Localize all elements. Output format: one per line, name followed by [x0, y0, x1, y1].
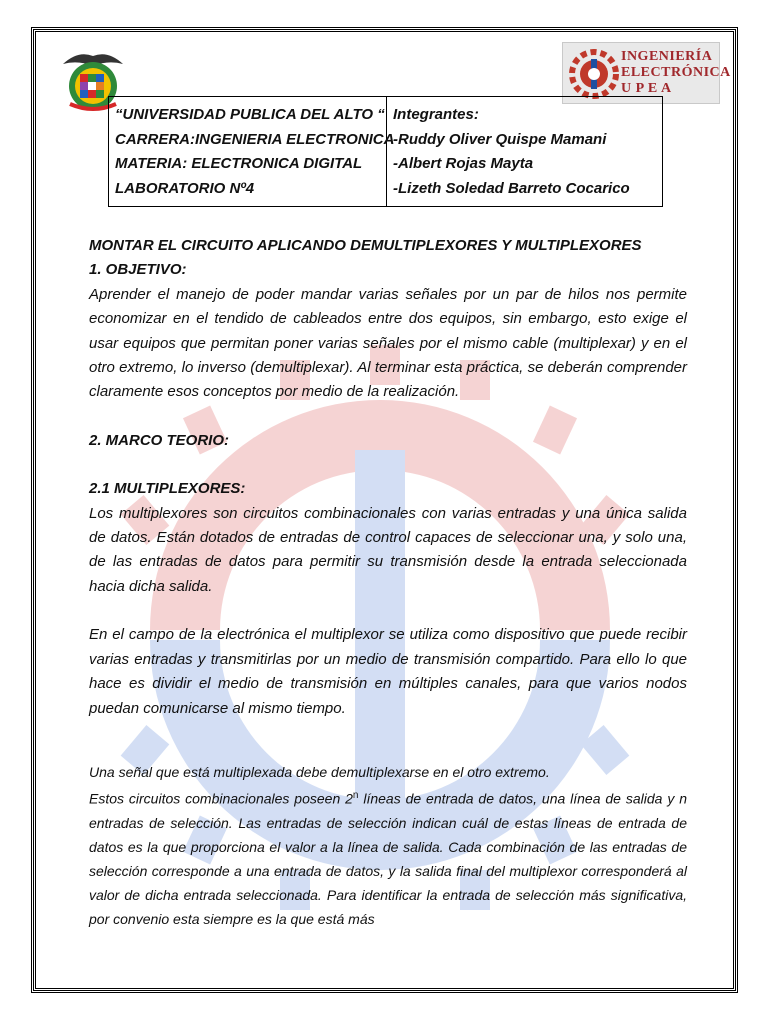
- mux-paragraph-2: En el campo de la electrónica el multiplexor se utiliza como dispositivo que puede recibir varias entradas y transmitirlas por un medio de transmisión compartido. Para ello lo que hace es dividir el medio de transmisión en múltiples canales, para que varios nodos puedan comunicarse al mismo tiempo.: [89, 626, 687, 717]
- member-2: -Albert Rojas Mayta: [393, 155, 534, 172]
- header-members-cell: [387, 97, 662, 206]
- members-heading: Integrantes:: [393, 106, 479, 123]
- document-body: [89, 234, 687, 721]
- logo-line-2: ELECTRÓNICA: [621, 65, 731, 80]
- marco-heading: 2. MARCO TEORIO:: [89, 431, 230, 449]
- member-1: -Ruddy Oliver Quispe Mamani: [393, 130, 607, 148]
- university-name: “UNIVERSIDAD PUBLICA DEL ALTO “: [115, 106, 385, 123]
- lab-number-line: LABORATORIO Nº4: [115, 179, 255, 197]
- document-body-continued: [89, 760, 687, 931]
- logo-line-3: U P E A: [621, 81, 672, 96]
- mux-paragraph-4: [89, 784, 687, 931]
- career-line: CARRERA:INGENIERIA ELECTRONICA: [115, 130, 395, 148]
- logo-line-1: INGENIERÍA: [621, 49, 713, 64]
- engineering-logo: [562, 42, 731, 104]
- subject-line: MATERIA: ELECTRONICA DIGITAL: [115, 155, 363, 172]
- mux-paragraph-3: Una señal que está multiplexada debe demultiplexarse en el otro extremo.: [89, 764, 550, 780]
- header-institution-cell: [109, 97, 395, 206]
- member-3: -Lizeth Soledad Barreto Cocarico: [393, 179, 630, 197]
- mux-p4-start: Estos circuitos combinacionales poseen 2: [89, 790, 353, 807]
- objective-paragraph: Aprender el manejo de poder mandar varias señales por un par de hilos nos permite economizar en el tendido de cableados entre dos equipos, sin embargo, esto exige el usar equipos que permitan poner varias señales por el mismo cable (multiplexar) y en el otro extremo, lo inverso (demultiplexar). Al terminar esta práctica, se deberán comprender claramente esos conceptos por medio de la realización.: [89, 285, 687, 401]
- header-table: [108, 96, 663, 207]
- exponent-n: n: [352, 790, 359, 801]
- objective-heading: 1. OBJETIVO:: [89, 261, 187, 279]
- gear-emblem-icon: [567, 47, 621, 101]
- document-title: MONTAR EL CIRCUITO APLICANDO DEMULTIPLEXORES Y MULTIPLEXORES: [89, 237, 642, 254]
- mux-heading: 2.1 MULTIPLEXORES:: [89, 480, 246, 498]
- mux-p4-rest: líneas de entrada de datos, una línea de salida y n entradas de selección. Las entradas de selección indican cuál de estas líneas de entrada de datos es la que proporciona el valor a la línea de salida. Cada combinación de las entradas de selección corresponde a una entrada de datos, y la salida final del multiplexor corresponderá al valor de dicha entrada seleccionada. Para identificar la entrada de selección más significativa, por convenio esta siempre es la que está más: [89, 790, 687, 927]
- mux-paragraph-1: Los multiplexores son circuitos combinacionales con varias entradas y una única salida de datos. Están dotados de entradas de control capaces de seleccionar una, y solo una, de las entradas de datos para permitir su transmisión desde la entrada seleccionada hacia dicha salida.: [89, 504, 687, 595]
